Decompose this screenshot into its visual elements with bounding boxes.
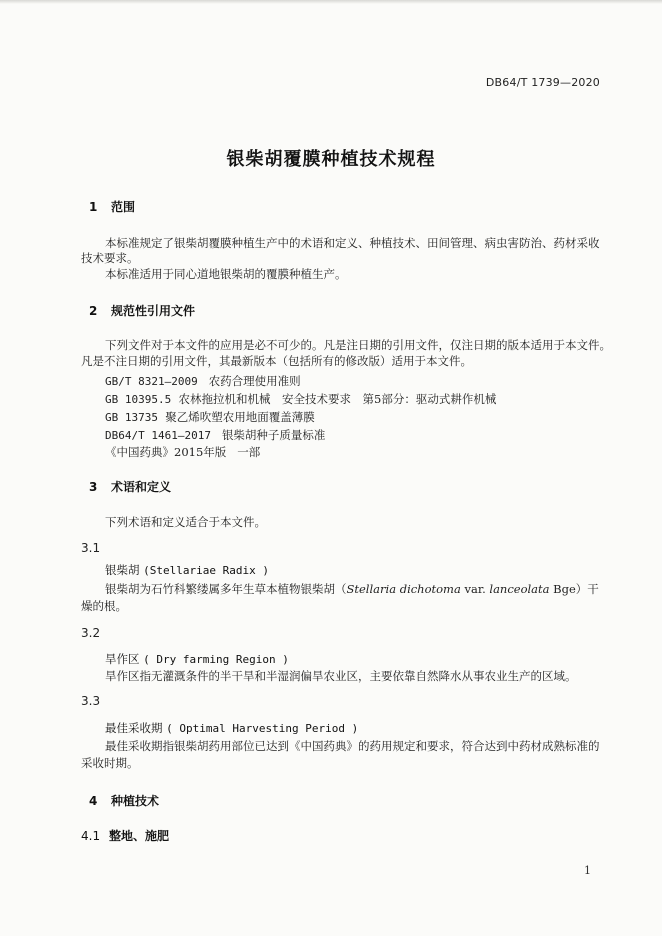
term-definition-line: 旱作区指无灌溉条件的半干旱和半湿润偏旱农业区，主要依靠自然降水从事农业生产的区域。 [105, 669, 577, 683]
term-english: ( Dry farming Region ) [143, 653, 289, 666]
term-definition-line: 燥的根。 [81, 599, 127, 613]
paragraph-line: 本标准规定了银柴胡覆膜种植生产中的术语和定义、种植技术、田间管理、病虫害防治、药材采收 [105, 236, 600, 250]
term-english: (Stellariae Radix ) [143, 564, 269, 577]
section-title: 术语和定义 [111, 480, 172, 494]
reference-code: GB/T 8321—2009 [105, 375, 198, 388]
section-title: 范围 [111, 200, 136, 214]
subsection-title: 整地、施肥 [109, 829, 170, 843]
subsection-4-1-heading [81, 827, 169, 844]
term-number: 3.1 [81, 541, 101, 555]
reference-name: 聚乙烯吹塑农用地面覆盖薄膜 [165, 410, 315, 424]
reference-name: 农林拖拉机和机械 安全技术要求 第5部分：驱动式耕作机械 [178, 392, 497, 406]
page-title: 银柴胡覆膜种植技术规程 [226, 149, 436, 170]
term-name: 最佳采收期 [105, 721, 163, 735]
reference-item [105, 391, 496, 407]
term-english: ( Optimal Harvesting Period ) [166, 722, 359, 735]
section-4-heading [89, 792, 159, 809]
section-title: 种植技术 [111, 794, 160, 808]
section-2-heading [89, 302, 195, 319]
term-number: 3.2 [81, 626, 101, 640]
scan-edge [0, 0, 662, 4]
definition-text: Bge）干 [549, 582, 599, 596]
term-name: 旱作区 [105, 652, 140, 666]
section-title: 规范性引用文件 [111, 304, 196, 318]
reference-code: GB 10395.5 [105, 393, 172, 406]
reference-name: 一部 [237, 445, 261, 459]
reference-code: GB 13735 [105, 411, 158, 424]
reference-code: 《中国药典》2015年版 [105, 445, 227, 459]
reference-code: DB64/T 1461—2017 [105, 429, 211, 442]
term-definition [105, 581, 599, 597]
paragraph-line: 技术要求。 [81, 251, 139, 265]
reference-item [105, 373, 301, 389]
definition-text: 银柴胡为石竹科繁缕属多年生草本植物银柴胡（ [105, 582, 347, 596]
definition-text: var. [460, 582, 490, 596]
term-heading [105, 720, 358, 736]
reference-item [105, 409, 315, 425]
section-3-heading [89, 478, 171, 495]
reference-item [105, 444, 260, 460]
term-definition-line: 最佳采收期指银柴胡药用部位已达到《中国药典》的药用规定和要求，符合达到中药材成熟标准的 [105, 739, 600, 753]
latin-name: Stellaria dichotoma [346, 582, 461, 596]
term-definition-line: 采收时期。 [81, 756, 139, 770]
reference-name: 农药合理使用准则 [208, 374, 301, 388]
reference-item [105, 427, 325, 443]
reference-name: 银柴胡种子质量标准 [221, 428, 326, 442]
section-1-heading [89, 198, 135, 215]
doc-number: DB64/T 1739—2020 [485, 76, 600, 89]
section-number: 2 [89, 304, 98, 318]
page-number: 1 [584, 864, 591, 877]
section-number: 3 [89, 480, 98, 494]
term-number: 3.3 [81, 694, 101, 708]
latin-name: lanceolata [489, 582, 550, 596]
term-heading [105, 651, 289, 667]
paragraph-line: 下列术语和定义适合于本文件。 [105, 515, 266, 529]
section-number: 4 [89, 794, 98, 808]
term-heading [105, 562, 269, 578]
term-name: 银柴胡 [105, 563, 140, 577]
subsection-number: 4.1 [81, 829, 101, 843]
paragraph-line: 本标准适用于同心道地银柴胡的覆膜种植生产。 [105, 267, 347, 281]
paragraph-line: 下列文件对于本文件的应用是必不可少的。凡是注日期的引用文件，仅注日期的版本适用于本文件。 [105, 338, 611, 352]
paragraph-line: 凡是不注日期的引用文件，其最新版本（包括所有的修改版）适用于本文件。 [81, 354, 472, 368]
section-number: 1 [89, 200, 98, 214]
